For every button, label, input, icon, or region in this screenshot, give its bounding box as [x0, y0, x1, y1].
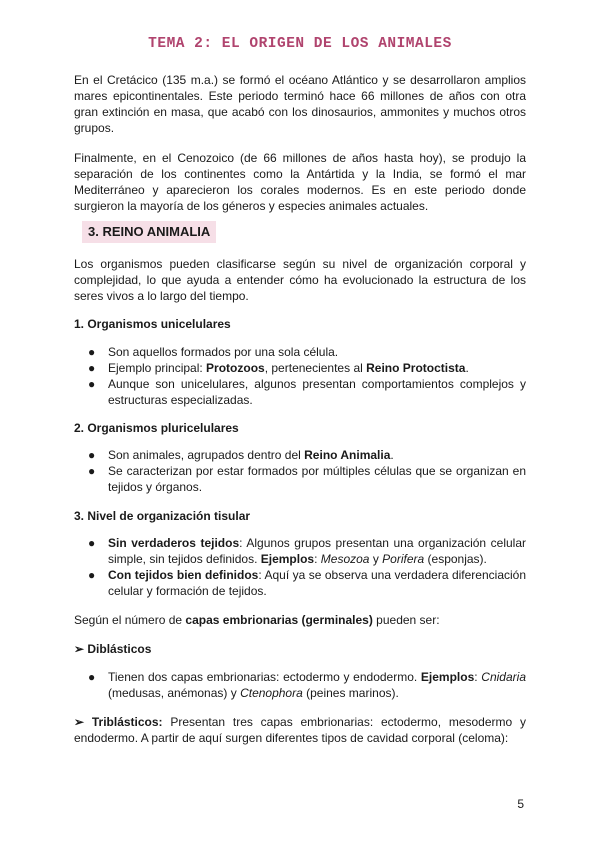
- list-pluricelulares: [74, 447, 526, 495]
- list-item: ● Sin verdaderos tejidos: Algunos grupos presentan una organización celular simple, sin tejidos definidos. Ejemplos: Mesozoa y Porifera (esponjas).: [88, 536, 526, 566]
- list-diblasticos: [74, 669, 526, 701]
- bullet-icon: ●: [88, 536, 96, 550]
- list-item: ● Son aquellos formados por una sola célula.: [88, 345, 339, 359]
- bullet-icon: ●: [88, 345, 96, 359]
- list-item: ● Con tejidos bien definidos: Aquí ya se observa una verdadera diferenciación celular y formación de tejidos.: [88, 568, 527, 598]
- paragraph-cenozoico: Finalmente, en el Cenozoico (de 66 millones de años hasta hoy), se produjo la separación de los continentes como la Antártida y la India, se formó el mar Mediterráneo y aparecieron los corales modernos. Es en este periodo donde surgieron la mayoría de los géneros y especies animales actuales.: [74, 151, 526, 213]
- list-item: ● Son animales, agrupados dentro del Reino Animalia.: [88, 448, 394, 462]
- paragraph-triblasticos: ➢ Triblásticos: Presentan tres capas embrionarias: ectodermo, mesodermo y endodermo. A partir de aquí surgen diferentes tipos de cavidad corporal (celoma):: [74, 715, 526, 745]
- subheading-tisular: 3. Nivel de organización tisular: [74, 509, 251, 523]
- paragraph-capas: Según el número de capas embrionarias (germinales) pueden ser:: [74, 613, 440, 627]
- bullet-icon: ●: [88, 464, 96, 478]
- section-heading: 3. REINO ANIMALIA: [82, 221, 216, 243]
- list-item: ● Ejemplo principal: Protozoos, pertenecientes al Reino Protoctista.: [88, 361, 469, 375]
- page-number: 5: [517, 797, 524, 811]
- paragraph-cretacico: En el Cretácico (135 m.a.) se formó el océano Atlántico y se desarrollaron amplios mares epicontinentales. Este periodo terminó hace 66 millones de años con otra gran extinción en masa, que acabó con los dinosaurios, ammonites y muchos otros grupos.: [74, 73, 526, 135]
- page-title: TEMA 2: EL ORIGEN DE LOS ANIMALES: [148, 36, 452, 52]
- bullet-icon: ●: [88, 448, 96, 462]
- list-unicelulares: [74, 344, 526, 408]
- subheading-unicelulares: 1. Organismos unicelulares: [74, 317, 231, 331]
- bullet-icon: ●: [88, 361, 96, 375]
- list-tisular: [74, 535, 526, 599]
- subheading-diblasticos: ➢ Diblásticos: [74, 642, 152, 656]
- bullet-icon: ●: [88, 670, 96, 684]
- list-item: ● Aunque son unicelulares, algunos presentan comportamientos complejos y estructuras especializadas.: [88, 377, 526, 407]
- subheading-pluricelulares: 2. Organismos pluricelulares: [74, 421, 239, 435]
- paragraph-intro: Los organismos pueden clasificarse según su nivel de organización corporal y complejidad, lo que ayuda a entender cómo ha evolucionado la estructura de los seres vivos a lo largo del tiempo.: [74, 257, 526, 303]
- bullet-icon: ●: [88, 377, 96, 391]
- list-item: ● Tienen dos capas embrionarias: ectodermo y endodermo. Ejemplos: Cnidaria (medusas, anémonas) y Ctenophora (peines marinos).: [88, 670, 526, 700]
- list-item: ● Se caracterizan por estar formados por múltiples células que se organizan en tejidos y órganos.: [88, 464, 526, 494]
- bullet-icon: ●: [88, 568, 96, 582]
